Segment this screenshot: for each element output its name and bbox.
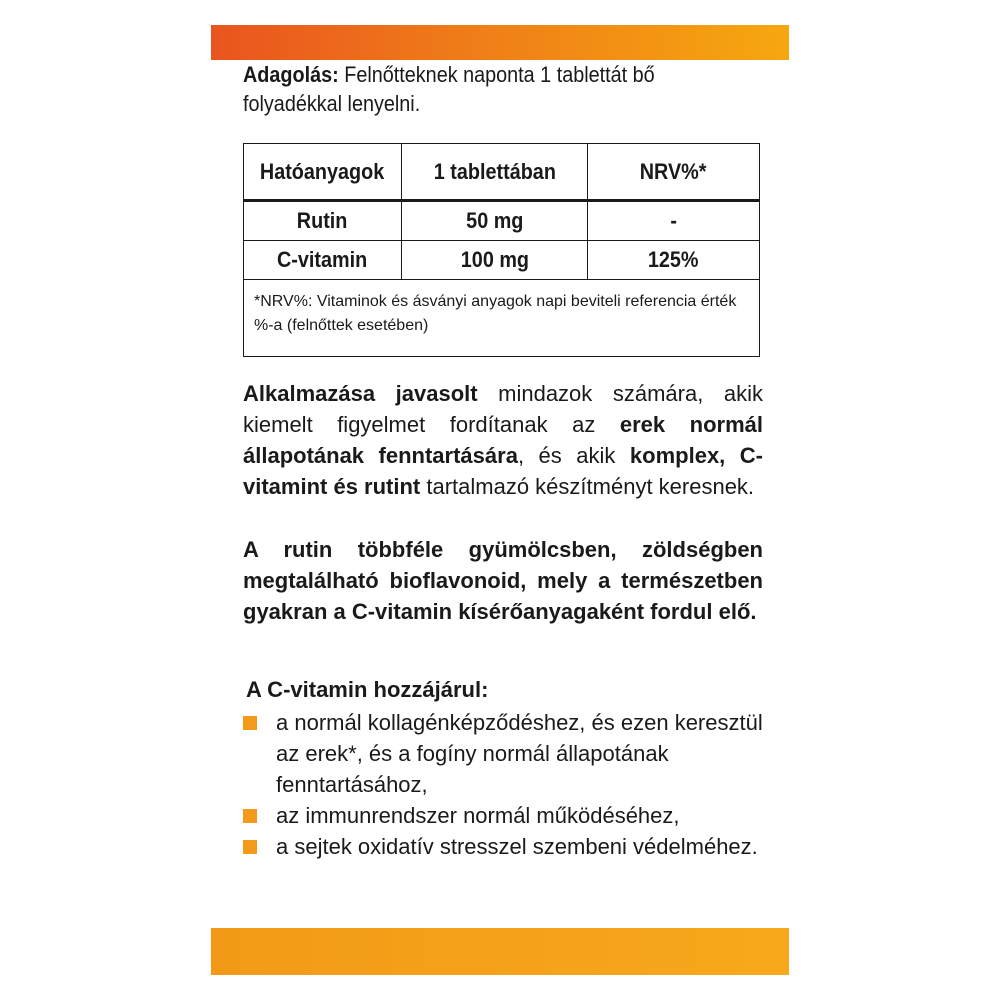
bullet-square-icon [243, 716, 257, 730]
table-row [244, 201, 760, 241]
list-item [243, 831, 763, 862]
bullet-square-icon [243, 840, 257, 854]
claim-text: az immunrendszer normál működéséhez, [276, 803, 680, 828]
dosage-instructions: Felnőtteknek naponta 1 tablettát bő folyadékkal lenyelni. [243, 62, 655, 116]
claims-list [243, 707, 763, 862]
cell-nrv: - [588, 201, 760, 241]
nrv-footnote: *NRV%: Vitaminok és ásványi anyagok napi beviteli referencia érték %-a (felnőttek esetében) [244, 280, 760, 357]
table-row [244, 241, 760, 280]
dosage-text [243, 60, 711, 118]
cell-ingredient: Rutin [244, 201, 402, 241]
list-item [243, 707, 763, 800]
cell-amount: 100 mg [402, 241, 588, 280]
table-header-row [244, 144, 760, 201]
usage-text: mindazok számára, akik kiemelt figyelmet fordítanak az [243, 381, 763, 437]
list-item [243, 800, 763, 831]
cell-amount: 50 mg [402, 201, 588, 241]
cell-nrv: 125% [588, 241, 760, 280]
claims-title: A C-vitamin hozzájárul: [246, 677, 489, 702]
table-footnote-row [244, 280, 760, 357]
usage-paragraph [243, 378, 763, 502]
cell-ingredient: C-vitamin [244, 241, 402, 280]
col-header-nrv: NRV%* [588, 144, 760, 201]
col-header-ingredients: Hatóanyagok [244, 144, 402, 201]
rutin-paragraph: A rutin többféle gyümölcsben, zöldségben megtalálható bioflavonoid, mely a természetben gyakran a C-vitamin kísérőanyagaként fordul elő. [243, 537, 763, 624]
claim-text: a sejtek oxidatív stresszel szembeni védelméhez. [276, 834, 758, 859]
usage-text: , és akik [517, 443, 630, 468]
usage-text: tartalmazó készítményt keresnek. [420, 474, 755, 499]
usage-emphasis: komplex, C-vitamint és rutint [243, 443, 764, 499]
orange-footer-bar [211, 928, 789, 975]
usage-emphasis: erek normál állapotának fenntartására [243, 412, 763, 468]
usage-emphasis: Alkalmazása javasolt [243, 381, 478, 406]
nutrition-table [243, 143, 760, 357]
col-header-per-tablet: 1 tablettában [402, 144, 588, 201]
claim-text: a normál kollagénképződéshez, és ezen keresztül az erek*, és a fogíny normál állapotának fenntartásához, [276, 710, 763, 797]
dosage-label: Adagolás: [243, 62, 339, 87]
bullet-square-icon [243, 809, 257, 823]
